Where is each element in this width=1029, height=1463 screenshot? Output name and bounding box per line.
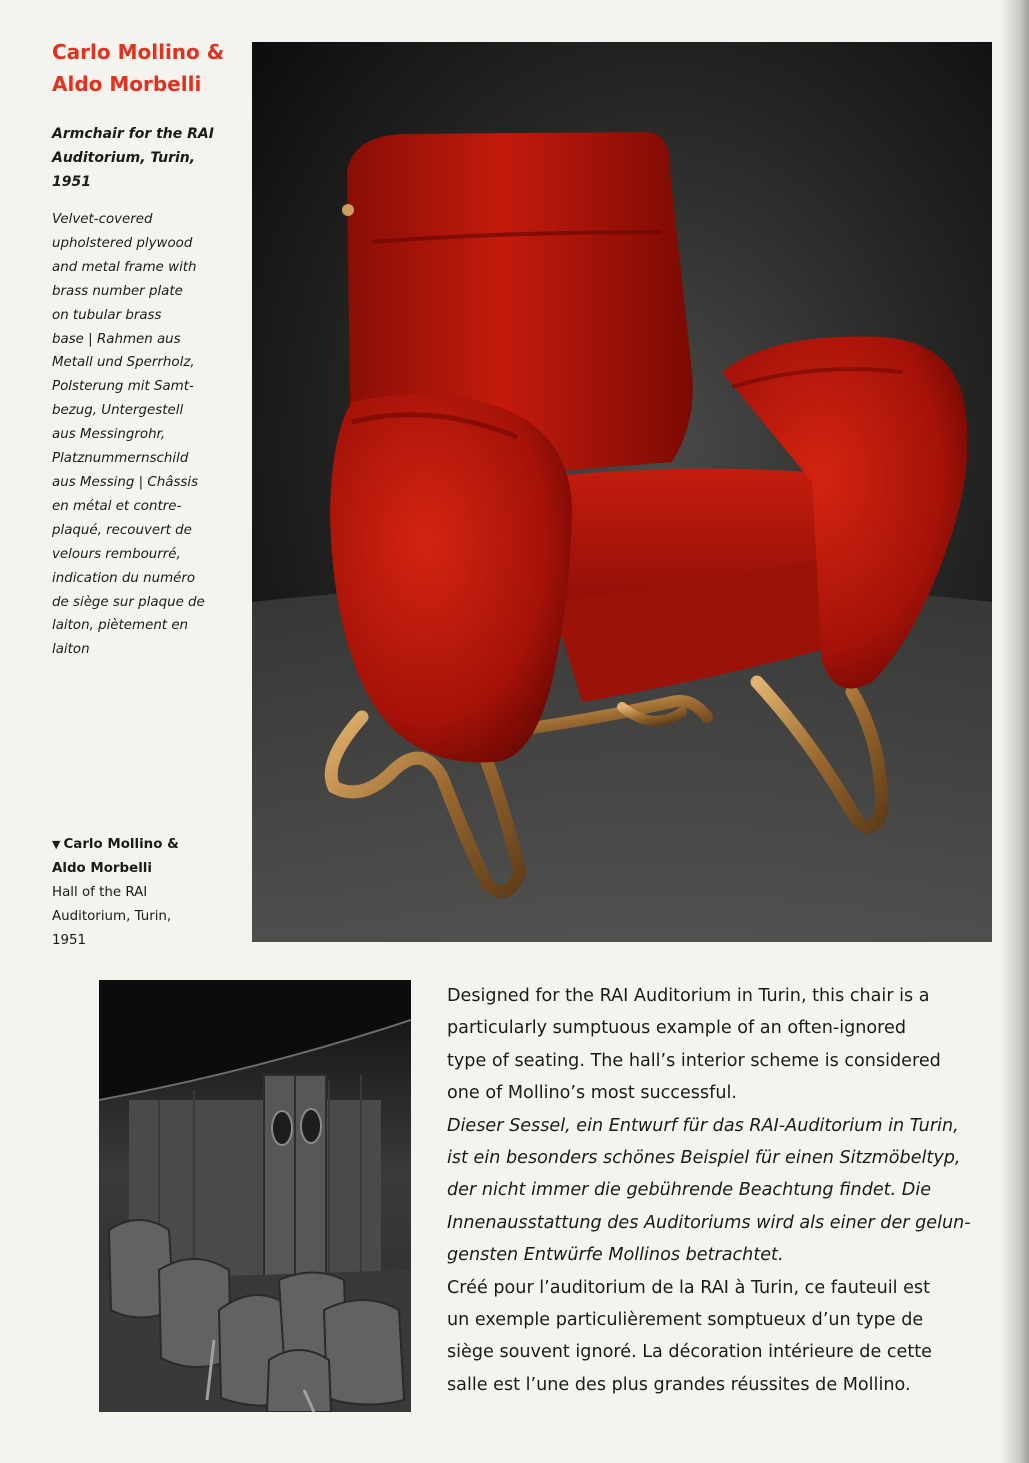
designer-line-1: Carlo Mollino & (52, 40, 225, 64)
body-german-line: Dieser Sessel, ein Entwurf für das RAI-Auditorium in Turin, (447, 1115, 959, 1136)
hall-caption-title-line-2: Auditorium, Turin, (52, 909, 172, 924)
materials-line: en métal et contre- (52, 498, 182, 514)
body-french-line: siège souvent ignoré. La décoration intérieure de cette (447, 1342, 932, 1363)
body-text (447, 980, 1007, 1401)
materials-line: on tubular brass (52, 307, 162, 323)
body-french-line: un exemple particulièrement somptueux d’un type de (447, 1310, 924, 1331)
hall-caption-title-line-1: Hall of the RAI (52, 885, 148, 900)
body-french-line: Créé pour l’auditorium de la RAI à Turin, ce fauteuil est (447, 1277, 930, 1298)
body-english-line: one of Mollino’s most successful. (447, 1083, 737, 1104)
body-german-line: ist ein besonders schönes Beispiel für einen Sitzmöbeltyp, (447, 1148, 961, 1169)
armchair-photo (252, 42, 992, 942)
triangle-down-icon: ▼ (52, 838, 61, 851)
hall-caption-year: 1951 (52, 933, 87, 948)
materials-line: plaqué, recouvert de (52, 522, 192, 538)
body-english-line: particularly sumptuous example of an often-ignored (447, 1018, 907, 1039)
materials-line: indication du numéro (52, 570, 196, 586)
materials-line: Polsterung mit Samt- (52, 379, 194, 395)
body-french-line: salle est l’une des plus grandes réussites de Mollino. (447, 1374, 911, 1395)
body-english-line: Designed for the RAI Auditorium in Turin, this chair is a (447, 986, 930, 1006)
body-german-line: der nicht immer die gebührende Beachtung findet. Die (447, 1180, 932, 1201)
body-english-line: type of seating. The hall’s interior scheme is considered (447, 1050, 941, 1071)
work-caption (52, 122, 232, 194)
body-german-line: Innenausstattung des Auditoriums wird als einer der gelun- (447, 1212, 971, 1233)
materials-line: laiton (52, 642, 90, 658)
auditorium-hall-photo (99, 980, 411, 1412)
materials-line: Platznummernschild (52, 451, 189, 467)
materials-line: aus Messingrohr, (52, 427, 166, 443)
designer-line-2: Aldo Morbelli (52, 72, 202, 96)
hall-caption-designer-line-2: Aldo Morbelli (52, 861, 152, 876)
materials-caption (52, 208, 232, 662)
work-caption-line: Auditorium, Turin, (52, 150, 196, 166)
hall-caption (52, 833, 242, 953)
hall-caption-designer-1-text: Carlo Mollino & (63, 837, 179, 852)
designer-title (52, 36, 232, 100)
materials-line: velours rembourré, (52, 546, 181, 562)
hall-caption-designer-line-1 (52, 833, 242, 857)
materials-line: Velvet-covered (52, 212, 153, 227)
body-german-line: gensten Entwürfe Mollinos betrachtet. (447, 1245, 784, 1266)
work-caption-line: Armchair for the RAI (52, 126, 214, 142)
materials-line: laiton, piètement en (52, 618, 189, 634)
work-caption-line: 1951 (52, 174, 91, 190)
materials-line: aus Messing | Châssis (52, 474, 199, 490)
materials-line: Metall und Sperrholz, (52, 355, 195, 371)
materials-line: and metal frame with (52, 259, 197, 275)
materials-line: base | Rahmen aus (52, 331, 181, 347)
materials-line: bezug, Untergestell (52, 403, 184, 419)
materials-line: de siège sur plaque de (52, 594, 205, 610)
materials-line: upholstered plywood (52, 235, 193, 251)
materials-line: brass number plate (52, 283, 183, 299)
